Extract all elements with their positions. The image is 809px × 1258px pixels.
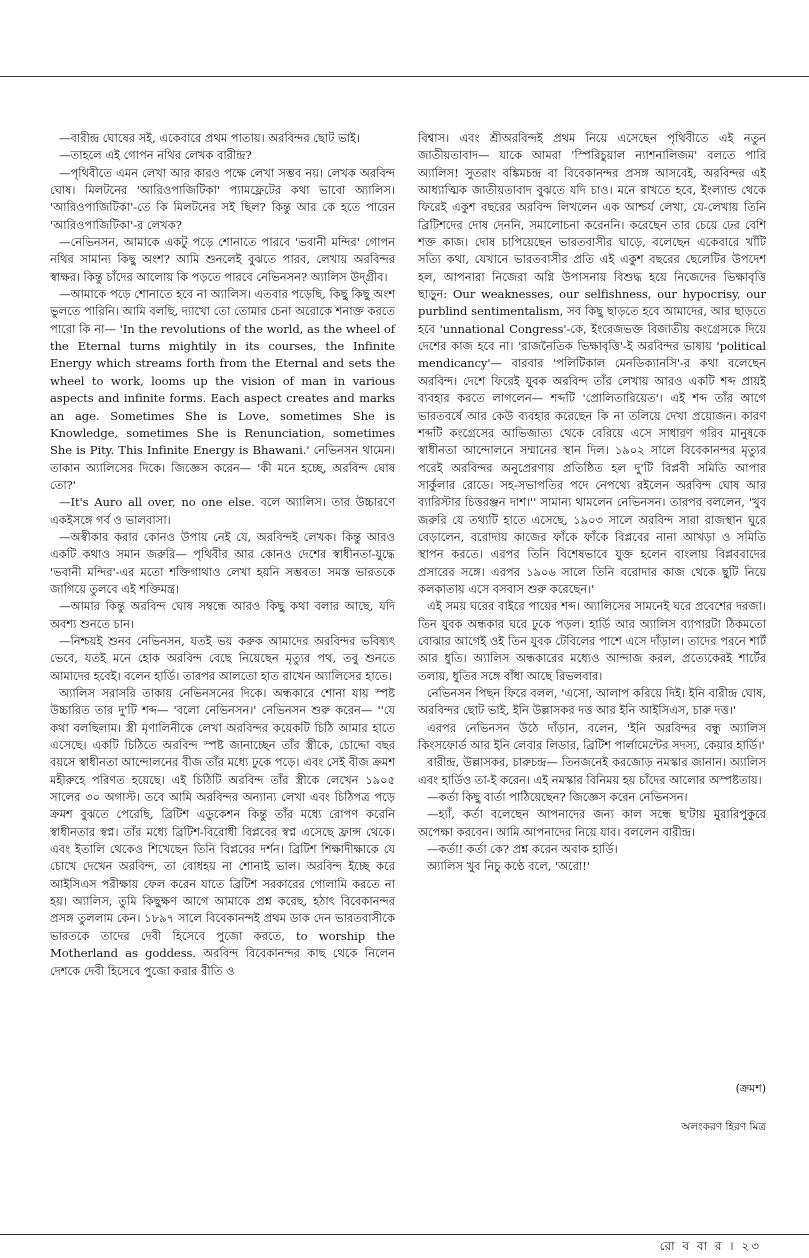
bottom-rule <box>0 1234 809 1235</box>
page-footer: রো ব বা র । ২৩ <box>659 1239 761 1253</box>
top-rule <box>0 76 809 77</box>
paragraph: —আমার কিন্তু অরবিন্দ ঘোষ সম্বন্ধে আরও কিছু কথা বলার আছে, যদি অবশ্য শুনতে চান। <box>50 599 395 631</box>
paragraph: —কর্তা! কর্তা কে? প্রশ্ন করেন অবাক হার্ডি। <box>427 842 618 857</box>
paragraph: অ্যালিস খুব নিচু কণ্ঠে বলে, 'অরো!' <box>427 859 590 874</box>
left-column <box>50 130 395 980</box>
paragraph: এরপর নেভিনসন উঠে দাঁড়ান, বলেন, 'ইনি অরবিন্দর বন্ধু অ্যালিস কিংসফোর্ড আর ইনি লেবার লিডার, ব্রিটিশ পার্লামেন্টের সদস্য, কেয়ার হার্ডি।' <box>418 720 766 753</box>
paragraph: এই সময় ঘরের বাইরে পায়ের শব্দ। অ্যালিসের সামনেই ঘরে প্রবেশের দরজা। তিন যুবক অন্ধকার ঘরে ঢুকে পড়ল। হার্ডি আর অ্যালিস ব্যাপারটা ঠিকমতো বোঝার আগেই ওই তিন যুবক টেবিলের পাশে এসে দাঁড়াল। তাদের পরনে শার্ট আর ধুতি। অ্যালিস অন্ধকারের মধ্যেও আন্দাজ করল, প্রত্যেকেরই শার্টের তলায়, ধুতির সঙ্গে বাঁধা আছে রিভলবার। <box>418 599 766 683</box>
paragraph: —নেভিনসন, আমাকে একটু পড়ে শোনাতে পারবে 'ভবানী মন্দির' গোপন নথির সামান্য কিছু অংশ? আমি শুনলেই বুঝতে পারব, লেখায় অরবিন্দর স্বাক্ষর। কিন্তু চাঁদের আলোয় কি পড়তে পারবে নেভিনসন? অ্যালিস উদ্‌গ্রীব। <box>50 235 395 284</box>
paragraph: —আমাকে পড়ে শোনাতে হবে না অ্যালিস। এতবার পড়েছি, কিছু কিছু অংশ ভুলতে পারিনি। আমি বলছি, দ্যাখো তো তোমার চেনা অরোকে শনাক্ত করতে পারো কি না— 'In the revolutions of the world, as the wheel of the Eternal turns mightily in its courses, the Infinite Energy which streams forth from the Eternal and sets the wheel to work, looms up the vision of man in various aspects and infinite forms. Each aspect creates and marks an age. Sometimes She is Love, sometimes She is Knowledge, sometimes She is Renunciation, sometimes She is Pity. This Infinite Energy is Bhawani.' নেভিনসন থামেন। তাকান অ্যালিসের দিকে। জিজ্ঞেস করেন— 'কী মনে হচ্ছে, অরবিন্দ ঘোষ তো?' <box>50 287 395 492</box>
paragraph: —It's Auro all over, no one else. বলে অ্যালিস। তার উচ্চারণে একইসঙ্গে গর্ব ও ভালবাসা। <box>50 495 395 527</box>
to-be-continued: (ক্রমশ) <box>735 1082 766 1095</box>
paragraph: বিশ্বাস। এবং শ্রীঅরবিন্দই প্রথম নিয়ে এসেছেন পৃথিবীতে এই নতুন জাতীয়তাবাদ— যাকে আমরা 'স্পিরিচুয়াল ন্যাশনালিজম' বলতে পারি অ্যালিস! সুতরাং বঙ্কিমচন্দ্র বা বিবেকানন্দর প্রসঙ্গ আসবেই, অরবিন্দর এই আধ্যাত্মিক জাতীয়তাবাদ বুঝতে যদি চাও। মনে রাখতে হবে, ইংল্যান্ড থেকে ফিরেই একুশ বছরের অরবিন্দ লিখলেন এক আশ্চর্য লেখা, যে-লেখায় তিনি ব্রিটিশদের দোষ দেননি, সমালোচনা করেননি। করেছেন তার চেয়ে ঢের বেশি শক্ত কাজ। দোষ চাপিয়েছেন ভারতবাসীর ঘাড়ে, বলেছেন একেবারে খাঁটি সত্যি কথা, যেখানে ভারতবাসীর প্রতি এই একুশ বছরের ছেলেটির উপদেশ হল, আপনারা নিজেরা অগ্নি উপাসনায় বিশুদ্ধ হয়ে নিজেদের ভিক্ষাবৃত্তি ছাড়ুন: Our weaknesses, our selfishness, our hypocrisy, our purblind sentimentalism, সব কিছু ছাড়তে হবে আমাদের, আর ছাড়তে হবে 'unnational Congress'-কে, ইংরেজভক্ত বিজাতীয় কংগ্রেসকে দিয়ে দেশের কাজ হবে না। 'রাজনৈতিক ভিক্ষাবৃত্তি'-ই অরবিন্দর ভাষায় 'political mendicancy'— বারবার 'পলিটিকাল মেনডিক্যানসি'-র কথা বলেছেন অরবিন্দ। দেশে ফিরেই যুবক অরবিন্দ তাঁর লেখায় আরও একটি শব্দ প্রায়ই ব্যবহার করতে লাগলেন— শব্দটি 'প্রোলিতারিয়েত'। এই শব্দ তাঁর আগে ভারতবর্ষে আর কেউ ব্যবহার করেছেন কি না তলিয়ে দেখা প্রয়োজন। কারণ শব্দটি কংগ্রেসের আভিজাত্য থেকে বেরিয়ে এসে সাধারণ গরিব মানুষকে স্বাধীনতা আন্দোলনে সম্মানের স্থান দিল। ১৯০২ সালে বিবেকানন্দর মৃত্যুর পরেই অরবিন্দর অনুপ্রেরণায় প্রতিষ্ঠিত হল দু'টি বিপ্লবী সমিতি আপার সার্কুলার রোডে। সহ-সভাপতির পদে নেপথ্যে রইলেন অরবিন্দ ঘোষ আর ব্যারিস্টার চিত্তরঞ্জন দাশ।'' সামান্য থামলেন নেভিনসন। তারপর বললেন, 'খুব জরুরি যে তথ্যটি হাতে এসেছে, ১৯০৩ সালে অরবিন্দ সারা রাজস্থান ঘুরে বেড়ালেন, বরোদায় কাজের ফাঁকে ফাঁকে বিপ্লবের নানা আখড়া ও সমিতি স্থাপন করতে। এরপর তিনি বিশেষভাবে যুক্ত হলেন বাংলায় বিপ্লববাদের প্রসারের সঙ্গে। এরপর ১৯০৬ সালে তিনি বরোদার কাজ থেকে ছুটি নিয়ে কলকাতায় এসে বসবাস শুরু করেছেন।' <box>418 131 766 596</box>
paragraph: —হ্যাঁ, কর্তা বলেছেন আপনাদের জন্য কাল সন্ধে ছ'টায় মুরারিপুকুরে অপেক্ষা করবেন। আমি আপনাদের নিয়ে যাব। বললেন বারীন্দ্র। <box>418 807 766 839</box>
paragraph: অ্যালিস সরাসরি তাকায় নেভিনসনের দিকে। অন্ধকারে শোনা যায় স্পষ্ট উচ্চারিত তার দু'টি শব্দ— 'বলো নেভিনসন।' নেভিনসন শুরু করেন— ''যে কথা বলছিলাম। স্ত্রী মৃণালিনীকে লেখা অরবিন্দর কয়েকটি চিঠি আমার হাতে এসেছে। একটি চিঠিতে অরবিন্দ স্পষ্ট জানাচ্ছেন তাঁর স্ত্রীকে, চোদ্দো বছর বয়সে স্বাধীনতা আন্দোলনের বীজ তাঁর মধ্যে ঢুকে পড়ে। এবং সেই বীজ ক্রমশ মহীরুহে পরিণত হয়েছে। এই চিঠিটি অরবিন্দ তাঁর স্ত্রীকে লেখেন ১৯০৫ সালের ৩০ অগাস্ট। তবে আমি অরবিন্দর অন্যান্য লেখা এবং চিঠিপত্র পড়ে ক্রমশ বুঝতে পেরেছি, ব্রিটিশ এডুকেশন কিন্তু তাঁর মধ্যে রোপণ করেনি স্বাধীনতার স্বপ্ন। তাঁর মধ্যে ব্রিটিশ-বিরোধী বিপ্লবের স্বপ্ন এসেছে ফ্রান্স থেকে। এবং ইতালি থেকেও শিখেছেন তিনি বিপ্লবের দর্শন। ব্রিটিশ শিক্ষাদীক্ষাকে যে চোখে দেখেন অরবিন্দ, তা বোধহয় না শোনাই ভাল। অরবিন্দ ইচ্ছে করে আইসিএস পরীক্ষায় ফেল করেন যাতে ব্রিটিশ সরকারের গোলামি করতে না হয়। অ্যালিস, তুমি কিছুক্ষণ আগে আমাকে প্রশ্ন করেছ, হঠাৎ বিবেকানন্দর প্রসঙ্গ তুললাম কেন। ১৮৯৭ সালে বিবেকানন্দই প্রথম ডাক দেন ভারতবাসীকে ভারতকে তাদের দেবী হিসেবে পুজো করতে, to worship the Motherland as goddess. অরবিন্দ বিবেকানন্দর কাছ থেকে নিলেন দেশকে দেবী হিসেবে পুজো করার রীতি ও <box>50 686 395 978</box>
right-column <box>418 130 766 876</box>
paragraph: —পৃথিবীতে এমন লেখা আর কারও পক্ষে লেখা সম্ভব নয়। লেখক অরবিন্দ ঘোষ। মিলটনের 'আরিওপাজিটিকা' প্যামফ্লেটের কথা ভাবো অ্যালিস। 'আরিওপাজিটিকা'-তে কি মিলটনের সই ছিল? কিন্তু আর কে হতে পারেন 'আরিওপাজিটিকা'-র লেখক? <box>50 165 395 232</box>
paragraph: নেভিনসন পিছন ফিরে বলল, 'এসো, আলাপ করিয়ে দিই। ইনি বারীন্দ্র ঘোষ, অরবিন্দর ছোট ভাই, ইনি উল্লাসকর দত্ত আর ইনি আইসিএস, চারু দত্ত।' <box>418 686 766 718</box>
paragraph: —নিশ্চয়ই শুনব নেভিনসন, যতই ভয় করুক আমাদের অরবিন্দর ভবিষ্যৎ ভেবে, যতই মনে হোক অরবিন্দ বেছে নিয়েছেন মৃত্যুর পথ, তবু শুনতে আমাদের হবেই। বলেন হার্ডি। তারপর আলতো হাত রাখেন অ্যালিসের হাতে। <box>50 633 395 683</box>
paragraph: —কর্তা কিছু বার্তা পাঠিয়েছেন? জিজ্ঞেস করেন নেভিনসন। <box>427 790 688 805</box>
paragraph: বারীন্দ্র, উল্লাসকর, চারুচন্দ্র— তিনজনেই করজোড় নমস্কার জানান। অ্যালিস এবং হার্ডিও তা-ই করেন। এই নমস্কার বিনিময় হয় চাঁদের আলোর অস্পষ্টতায়। <box>418 755 766 787</box>
paragraph: —অস্বীকার করার কোনও উপায় নেই যে, অরবিন্দই লেখক। কিন্তু আরও একটি কথাও সমান জরুরি— পৃথিবীর আর কোনও দেশের স্বাধীনতা-যুদ্ধে 'ভবানী মন্দির'-এর মতো শক্তিগাথাও লেখা হয়নি সম্ভবত! সমস্ত ভারতকে জাগিয়ে তুলবে এই শক্তিমন্ত্র। <box>50 529 395 596</box>
paragraph: —তাহলে এই গোপন নথির লেখক বারীন্দ্র? <box>59 148 252 163</box>
paragraph: —বারীন্দ্র ঘোষের সই, একেবারে প্রথম পাতায়। অরবিন্দর ছোট ভাই। <box>59 131 360 145</box>
illustration-credit: অলংকরণ হিরণ মিত্র <box>681 1121 766 1133</box>
